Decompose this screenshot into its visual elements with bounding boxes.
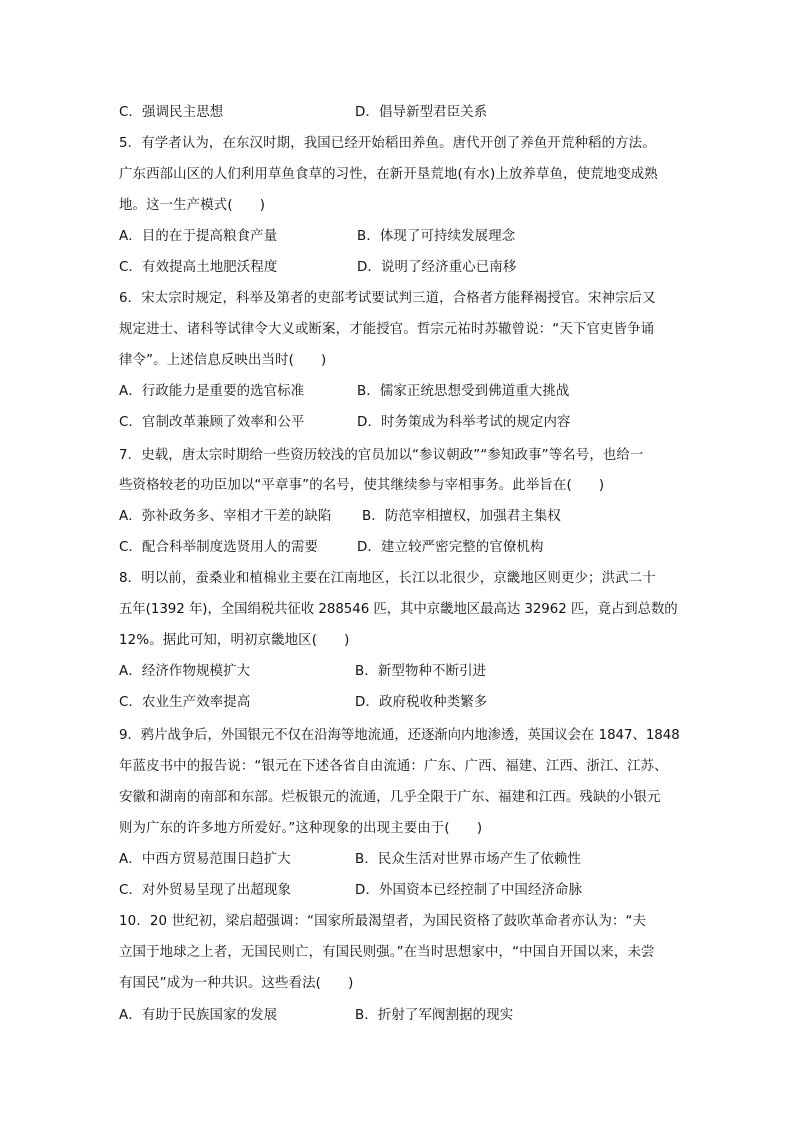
q9-option-d: D．外国资本已经控制了中国经济命脉 [355,883,583,898]
q5-option-a: A．目的在于提高粮食产量 [119,229,278,244]
q10-option-b: B．折射了军阀割据的现实 [355,1008,514,1023]
q10-stem-line-2: 立国于地球之上者，无国民则亡，有国民则强。”在当时思想家中，“中国自开国以来，未尝 [119,945,655,960]
q6-stem-line-1: 6．宋太宗时规定，科举及第者的吏部考试要试判三道，合格者方能释褐授官。宋神宗后又 [119,291,656,306]
q6-stem-line-3: 律令”。上述信息反映出当时( ) [119,353,327,368]
q7-option-c: C．配合科举制度选贤用人的需要 [119,540,319,555]
q8-option-a: A．经济作物规模扩大 [119,664,251,679]
q8-stem-line-2: 五年(1392 年)，全国绢税共征收 288546 匹，其中京畿地区最高达 32962 匹，竟占到总数的 [119,602,678,617]
q5-stem-line-2: 广东西部山区的人们利用草鱼食草的习性，在新开垦荒地(有水)上放养草鱼，使荒地变成熟 [119,167,658,182]
q8-option-b: B．新型物种不断引进 [355,664,487,679]
q7-option-d: D．建立较严密完整的官僚机构 [357,540,544,555]
q4-option-d: D．倡导新型君臣关系 [355,105,488,120]
q5-stem-line-3: 地。这一生产模式( ) [119,198,266,213]
q10-option-a: A．有助于民族国家的发展 [119,1008,278,1023]
q6-option-a: A．行政能力是重要的选官标准 [119,384,305,399]
q7-stem-line-2: 些资格较老的功臣加以“平章事”的名号，使其继续参与宰相事务。此举旨在( ) [119,478,605,493]
q8-option-d: D．政府税收种类繁多 [355,695,488,710]
q9-stem-line-2: 年蓝皮书中的报告说：“银元在下述各省自由流通：广东、广西、福建、江西、浙江、江苏、 [119,759,668,774]
q4-option-c: C．强调民主思想 [119,105,224,120]
q10-stem-line-3: 有国民”成为一种共识。这些看法( ) [119,976,354,991]
q8-stem-line-1: 8．明以前，蚕桑业和植棉业主要在江南地区，长江以北很少，京畿地区则更少；洪武二十 [119,571,656,586]
q7-option-a: A．弥补政务多、宰相才干差的缺陷 [119,509,332,524]
q9-option-b: B．民众生活对世界市场产生了依赖性 [355,852,581,867]
q10-stem-line-1: 10．20 世纪初，梁启超强调：“国家所最渴望者，为国民资格了鼓吹革命者亦认为：“夫 [119,914,647,929]
q9-stem-line-1: 9．鸦片战争后，外国银元不仅在沿海等地流通，还逐渐向内地渗透，英国议会在 1847、1848 [119,728,680,743]
q5-option-b: B．体现了可持续发展理念 [357,229,516,244]
q5-stem-line-1: 5．有学者认为，在东汉时期，我国已经开始稻田养鱼。唐代开创了养鱼开荒种稻的方法。 [119,136,656,151]
q6-option-b: B．儒家正统思想受到佛道重大挑战 [357,384,570,399]
q9-option-c: C．对外贸易呈现了出超现象 [119,883,291,898]
q9-stem-line-3: 安徽和湖南的南部和东部。烂板银元的流通，几乎全限于广东、福建和江西。残缺的小银元 [119,790,661,805]
q5-option-c: C．有效提高土地肥沃程度 [119,260,278,275]
q9-stem-line-4: 则为广东的许多地方所爱好。”这种现象的出现主要由于( ) [119,821,483,836]
q6-option-d: D．时务策成为科举考试的规定内容 [357,415,571,430]
q8-option-c: C．农业生产效率提高 [119,695,251,710]
q5-option-d: D．说明了经济重心已南移 [357,260,517,275]
q8-stem-line-3: 12%。据此可知，明初京畿地区( ) [119,633,350,648]
q6-option-c: C．官制改革兼顾了效率和公平 [119,415,305,430]
q7-option-b: B．防范宰相擅权，加强君主集权 [362,509,561,524]
q9-option-a: A．中西方贸易范围日趋扩大 [119,852,291,867]
q7-stem-line-1: 7．史载，唐太宗时期给一些资历较浅的官员加以“参议朝政”“参知政事”等名号，也给一 [119,448,644,463]
q6-stem-line-2: 规定进士、诸科等试律令大义或断案，才能授官。哲宗元祐时苏辙曾说：“天下官吏皆争诵 [119,322,655,337]
